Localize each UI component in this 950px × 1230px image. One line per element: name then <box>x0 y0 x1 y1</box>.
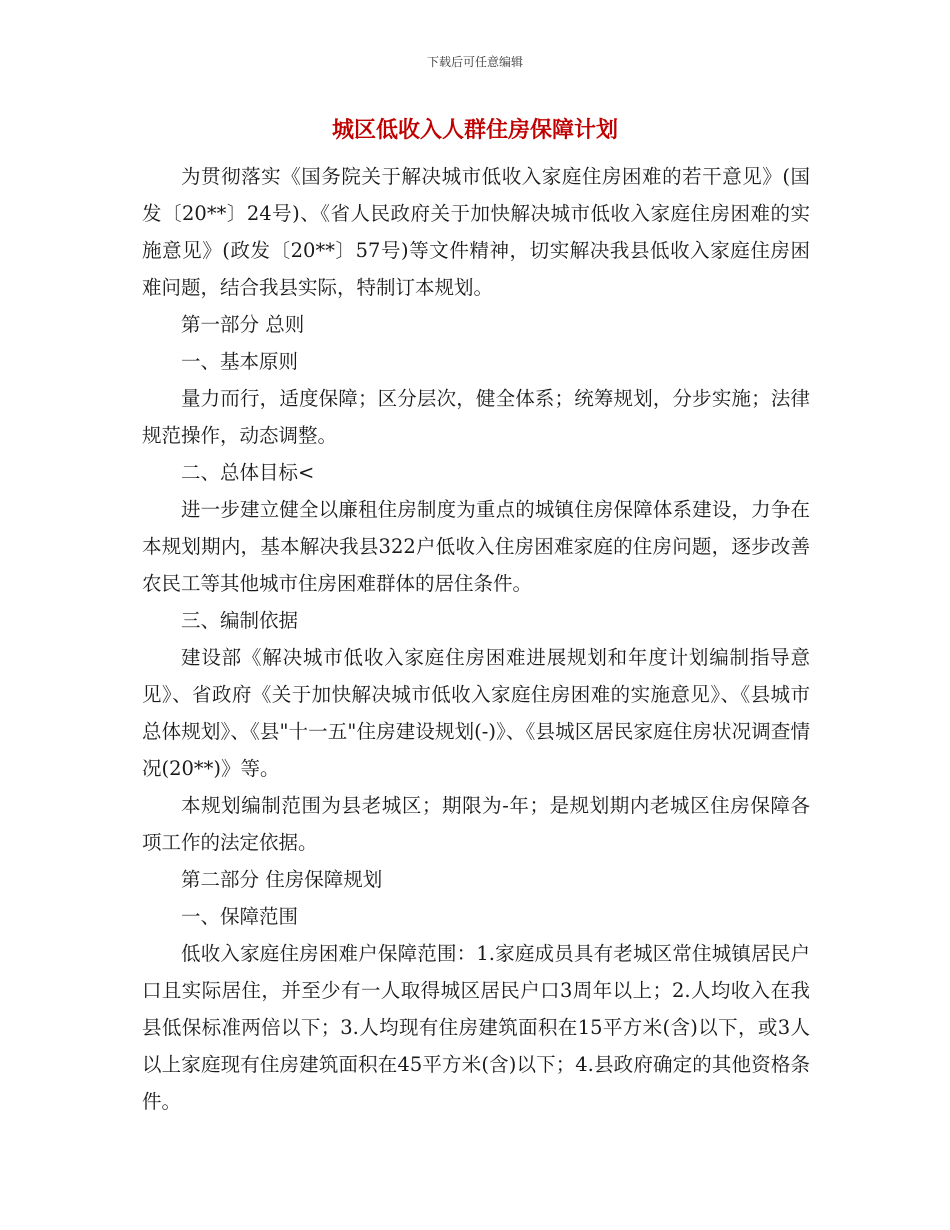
paragraph-principles: 量力而行，适度保障；区分层次，健全体系；统筹规划，分步实施；法律规范操作，动态调整。 <box>142 387 810 447</box>
subheading-coverage: 一、保障范围 <box>181 905 299 928</box>
subheading-principles: 一、基本原则 <box>181 350 299 373</box>
paragraph-coverage: 低收入家庭住房困难户保障范围：1.家庭成员具有老城区常住城镇居民户口且实际居住，并至少有一人取得城区居民户口3周年以上；2.人均收入在我县低保标准两倍以下；3.人均现有住房建筑面积在15平方米(含)以下，或3人以上家庭现有住房建筑面积在45平方米(含)以下；4.县政府确定的其他资格条件。 <box>142 942 810 1113</box>
subheading-goals: 二、总体目标< <box>181 461 315 484</box>
paragraph-intro: 为贯彻落实《国务院关于解决城市低收入家庭住房困难的若干意见》(国发〔20**〕24号)、《省人民政府关于加快解决城市低收入家庭住房困难的实施意见》(政发〔20**〕57号)等文件精神，切实解决我县低收入家庭住房困难问题，结合我县实际，特制订本规划。 <box>142 165 810 299</box>
document-title: 城区低收入人群住房保障计划 <box>331 118 618 143</box>
subheading-basis: 三、编制依据 <box>181 609 299 632</box>
paragraph-scope: 本规划编制范围为县老城区；期限为-年；是规划期内老城区住房保障各项工作的法定依据。 <box>142 794 810 854</box>
page-header: 下载后可任意编辑 <box>426 55 523 69</box>
document-body <box>142 158 810 1120</box>
section-heading-part2: 第二部分 住房保障规划 <box>181 868 383 891</box>
section-heading-part1: 第一部分 总则 <box>181 313 305 336</box>
paragraph-goals: 进一步建立健全以廉租住房制度为重点的城镇住房保障体系建设，力争在本规划期内，基本解决我县322户低收入住房困难家庭的住房问题，逐步改善农民工等其他城市住房困难群体的居住条件。 <box>142 498 810 595</box>
paragraph-basis: 建设部《解决城市低收入家庭住房困难进展规划和年度计划编制指导意见》、省政府《关于加快解决城市低收入家庭住房困难的实施意见》、《县城市总体规划》、《县"十一五"住房建设规划(-)》、《县城区居民家庭住房状况调查情况(20**)》等。 <box>142 646 810 780</box>
